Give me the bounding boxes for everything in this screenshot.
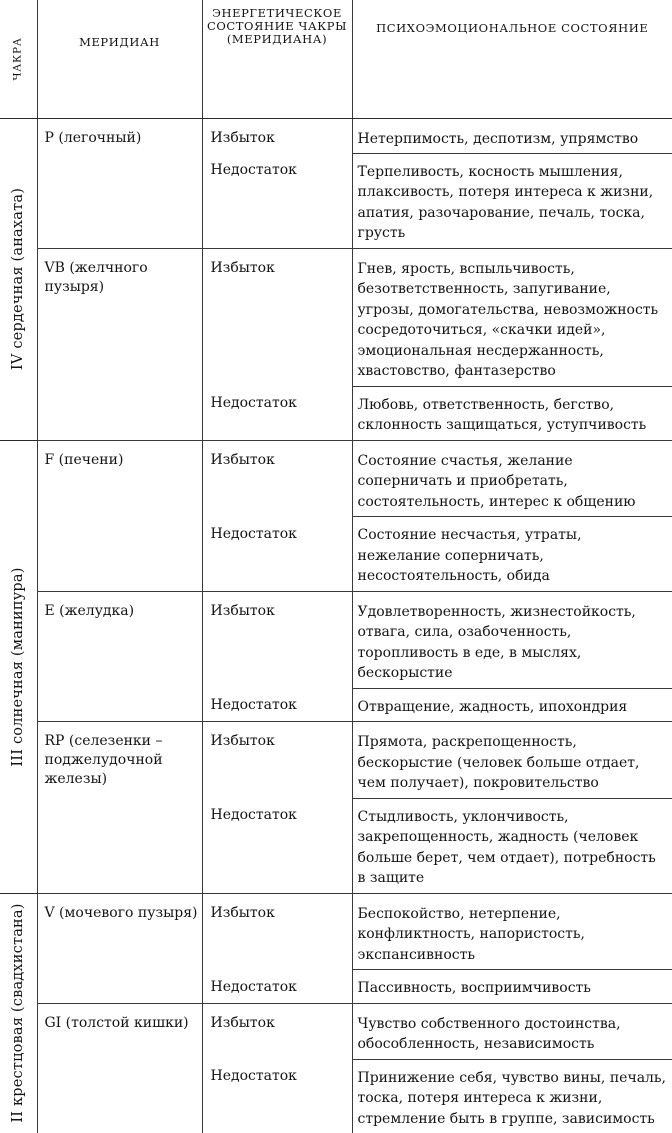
chakra-cell-3 [0,440,37,893]
psy-deficit: Стыдливость, уклончивость, закрепощенность, жадность (человек больше берет, чем отдает), потребность в защите [352,798,672,893]
chakra-cell-2 [0,893,37,1133]
state-deficit: Недостаток [202,517,352,592]
psy-excess: Беспокойство, нетерпение, конфликтность, напористость, экспансивность [357,905,585,963]
state-excess: Избыток [202,722,352,799]
psy-excess: Прямота, раскрепощенность, бескорыстие (человек больше отдает, чем получает), покровительство [357,734,640,791]
state-excess: Избыток [202,119,352,154]
meridian-cell: RP (селезенки – поджелудочной железы) [37,722,202,894]
psy-excess: Чувство собственного достоинства, обособленность, независимость [357,1015,621,1052]
psy-excess: Нетерпимость, деспотизм, упрямство [357,131,639,147]
state-excess: Избыток [202,591,352,688]
chakra-label: III солнечная (манипура) [10,566,27,767]
header-psycho-emotional-state: ПСИХОЭМОЦИОНАЛЬНОЕ СОСТОЯНИЕ [352,0,672,119]
meridian-cell: F (печени) [37,440,202,591]
meridian-cell: GI (толстой кишки) [37,1003,202,1133]
chakra-label: II крестцовая (свадхистана) [10,903,27,1123]
psy-excess: Удовлетворенность, жизнестойкость, отвага, сила, озабоченность, торопливость в еде, в мыслях, бескорыстие [357,603,636,681]
meridian-cell: E (желудка) [37,591,202,722]
state-deficit: Недостаток [202,798,352,893]
state-deficit: Недостаток [202,970,352,1004]
table-row [0,591,672,688]
state-excess: Избыток [202,440,352,517]
meridian-cell: P (легочный) [37,119,202,249]
state-deficit: Недостаток [202,1059,352,1133]
psy-deficit: Терпеливость, косность мышления, плаксивость, потеря интереса к жизни, апатия, разочарование, печаль, тоска, грусть [352,153,672,248]
psy-deficit: Любовь, ответственность, бегство, склонность защищаться, уступчивость [352,386,672,440]
psy-excess: Гнев, ярость, вспыльчивость, безответственность, запугивание, угрозы, домогательства, невозможность сосредоточиться, «скачки идей», эмоциональная несдержанность, хвастовство, фантазерство [357,260,659,379]
psy-deficit: Пассивность, восприимчивость [352,970,672,1004]
state-deficit: Недостаток [202,688,352,722]
table-row [0,119,672,154]
psy-deficit: Отвращение, жадность, ипохондрия [352,688,672,722]
state-deficit: Недостаток [202,386,352,440]
table-row [0,248,672,386]
header-chakra: ЧАКРА [0,0,37,119]
table-header-row [0,0,672,119]
state-excess: Избыток [202,893,352,970]
table-row [0,722,672,799]
meridian-cell: V (мочевого пузыря) [37,893,202,1003]
state-deficit: Недостаток [202,153,352,248]
table-row [0,1003,672,1059]
psy-deficit: Принижение себя, чувство вины, печаль, тоска, потеря интереса к жизни, стремление быть в группе, зависимость [352,1059,672,1133]
meridian-cell: VB (желчного пузыря) [37,248,202,440]
table-row [0,440,672,517]
psy-excess: Состояние счастья, желание соперничать и приобретать, состоятельность, интерес к общению [357,452,636,510]
header-energy-state: ЭНЕРГЕТИЧЕСКОЕ СОСТОЯНИЕ ЧАКРЫ (МЕРИДИАНА) [202,0,352,119]
state-excess: Избыток [202,1003,352,1059]
psy-deficit: Состояние несчастья, утраты, нежелание соперничать, несостоятельность, обида [352,517,672,592]
chakra-label: IV сердечная (анахата) [10,188,27,371]
table-row [0,893,672,970]
header-meridian: МЕРИДИАН [37,0,202,119]
chakra-cell-4 [0,119,37,441]
state-excess: Избыток [202,248,352,386]
